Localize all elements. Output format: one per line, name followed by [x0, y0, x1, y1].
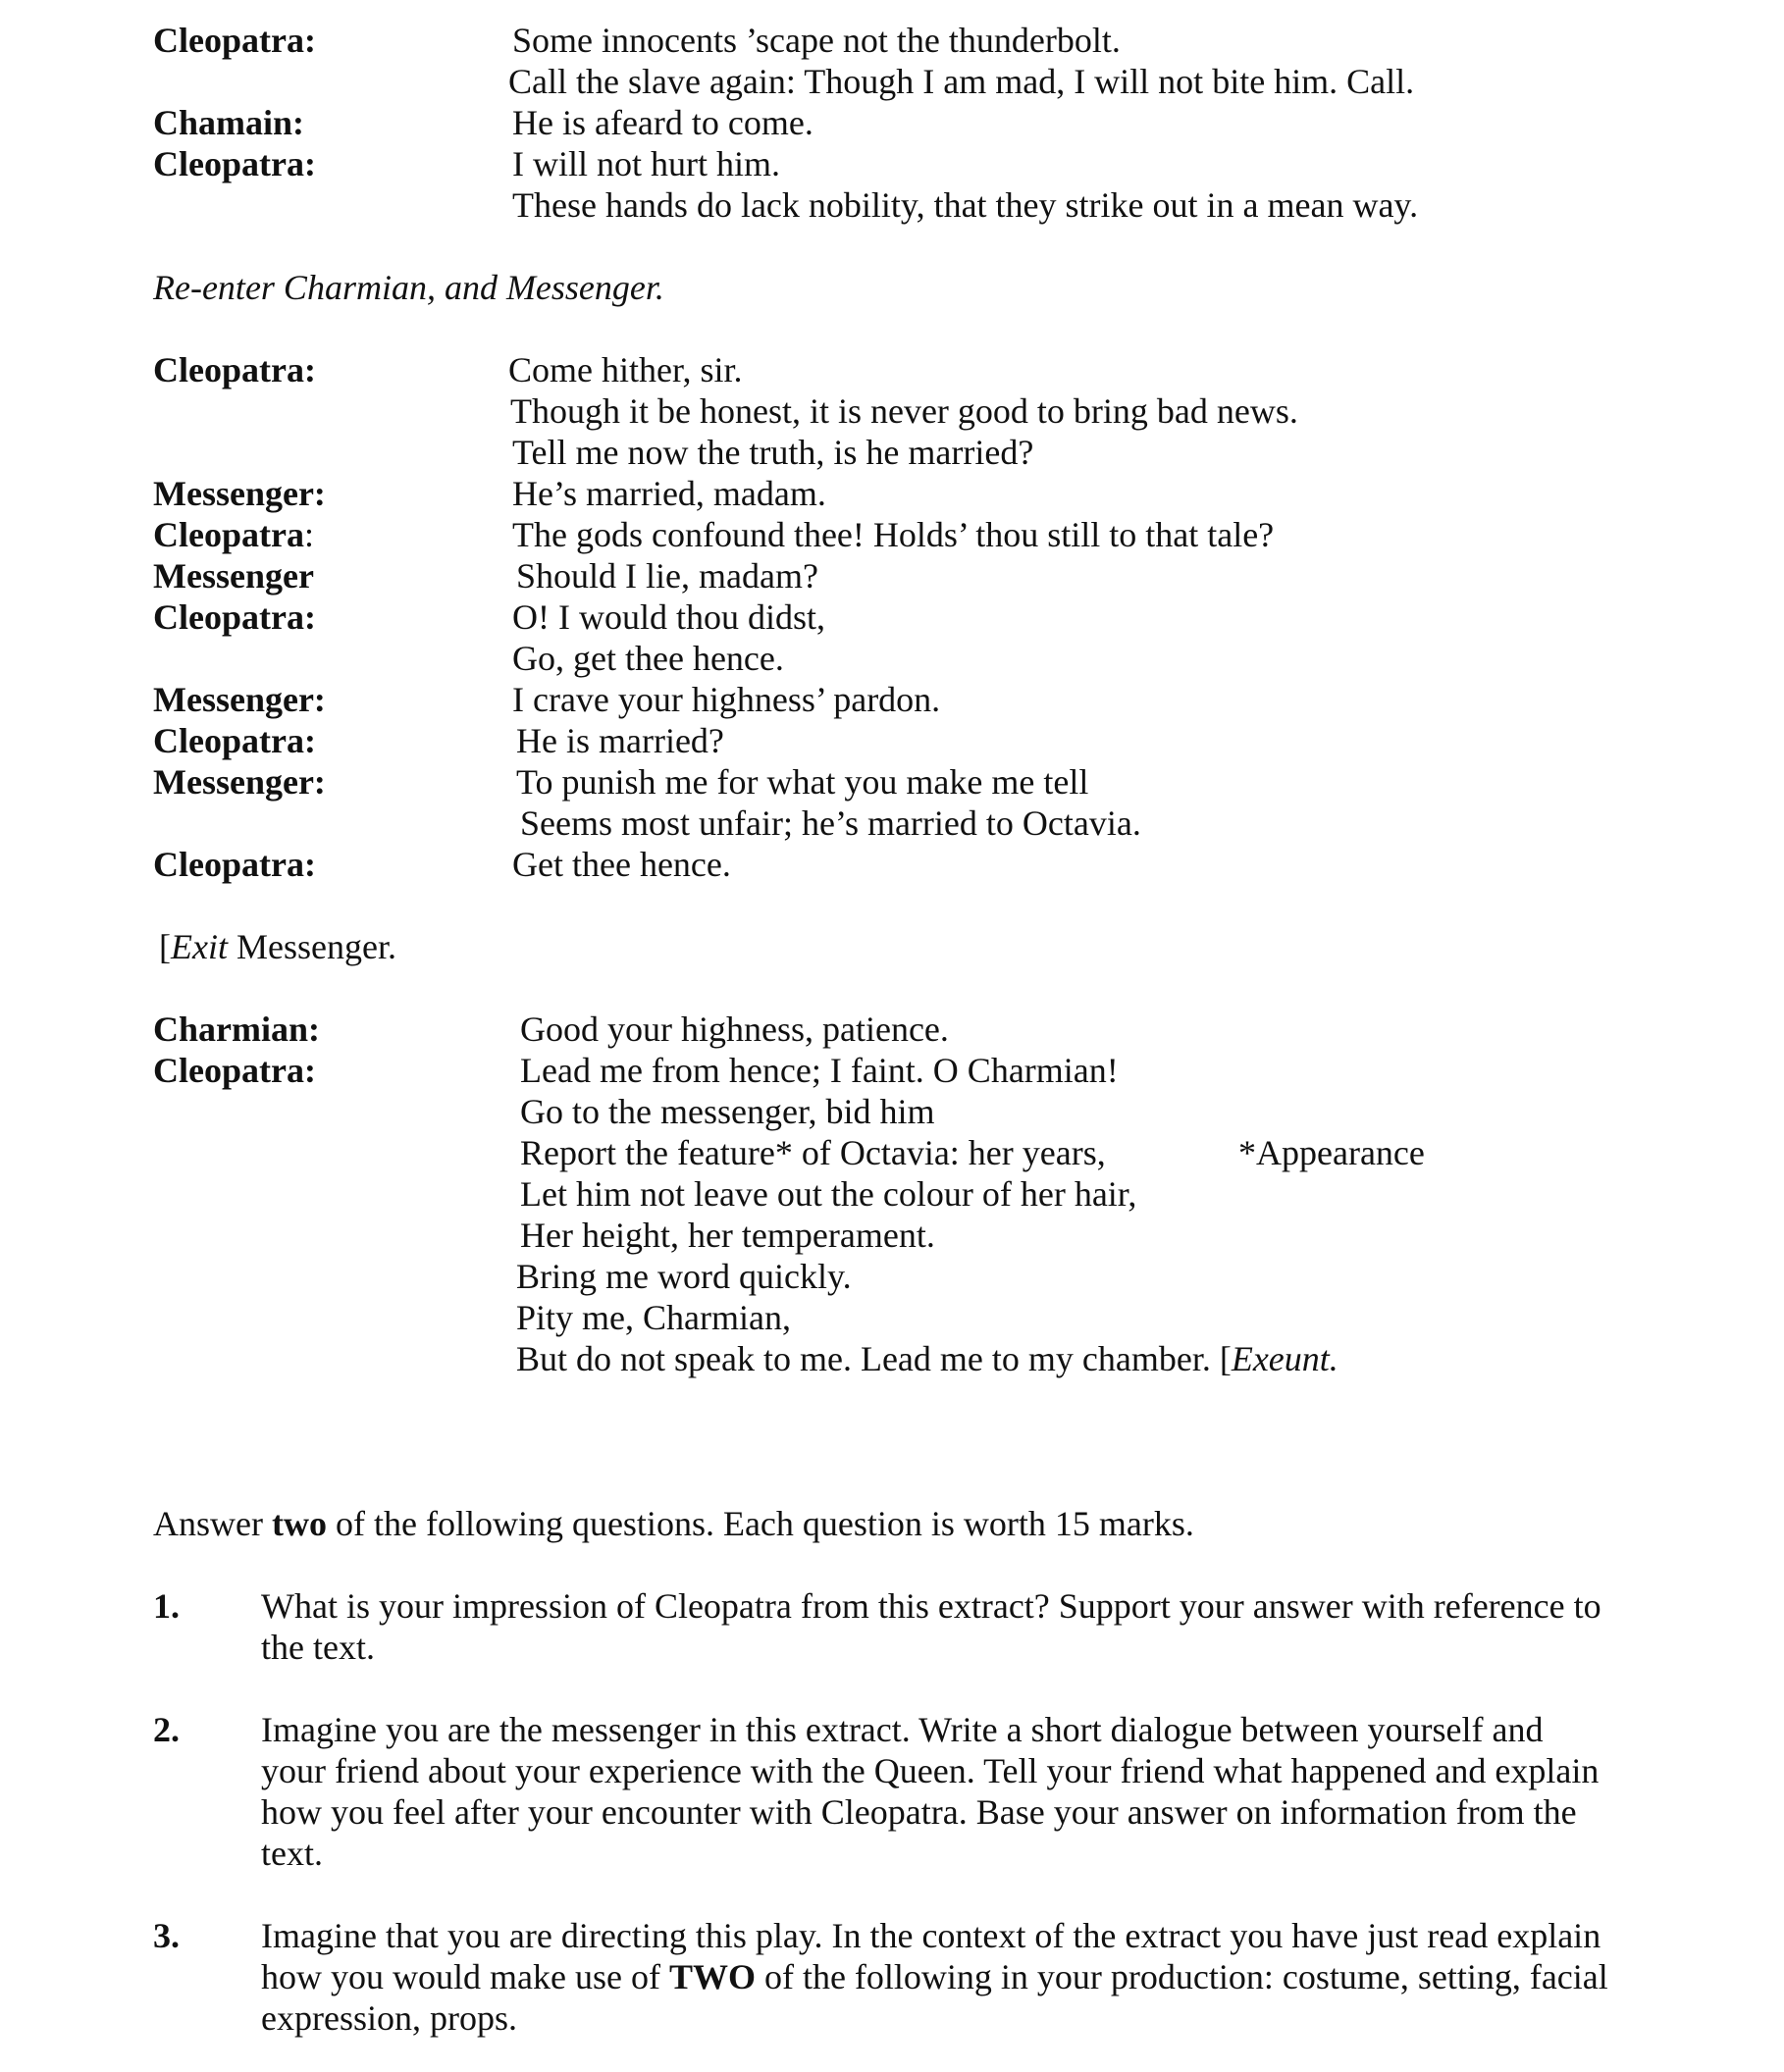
dialogue-line: He is afeard to come.	[512, 103, 813, 142]
speaker-name: Cleopatra	[153, 515, 304, 554]
speaker-charmian: Charmian:	[153, 1010, 320, 1049]
exit-rest: Messenger.	[227, 927, 396, 966]
dialogue-line: Should I lie, madam?	[516, 556, 818, 596]
dialogue-line: Tell me now the truth, is he married?	[512, 433, 1034, 472]
dialogue-line: I crave your highness’ pardon.	[512, 680, 941, 719]
dialogue-line: Call the slave again: Though I am mad, I will not bite him. Call.	[508, 62, 1415, 101]
question-text-after: of the following in your production: costume, setting, facial expression, props.	[261, 1957, 1608, 2038]
instructions	[153, 1503, 1194, 1544]
question-text	[261, 1915, 1615, 2039]
exeunt-direction: Exeunt.	[1231, 1339, 1338, 1378]
question-text-bold: TWO	[668, 1957, 756, 1996]
dialogue-line: Pity me, Charmian,	[516, 1298, 791, 1337]
speaker-messenger: Messenger:	[153, 762, 326, 802]
speaker-cleopatra: Cleopatra:	[153, 597, 316, 637]
dialogue-line: Good your highness, patience.	[520, 1010, 949, 1049]
dialogue-line: These hands do lack nobility, that they strike out in a mean way.	[512, 185, 1419, 225]
speaker-messenger: Messenger:	[153, 680, 326, 719]
dialogue-line: O! I would thou didst,	[512, 597, 825, 637]
exit-word: Exit	[171, 927, 228, 966]
exit-bracket: [	[159, 927, 171, 966]
speaker-cleopatra	[153, 514, 314, 555]
speaker-cleopatra: Cleopatra:	[153, 144, 316, 183]
speaker-cleopatra: Cleopatra:	[153, 845, 316, 884]
question-text: Imagine you are the messenger in this extract. Write a short dialogue between yourself and your friend about your experience with the Queen. Tell your friend what happened and explain how you feel after your encounter with Cleopatra. Base your answer on information from the text.	[261, 1710, 1600, 1873]
dialogue-line: Come hither, sir.	[508, 350, 743, 389]
dialogue-line: Though it be honest, it is never good to bring bad news.	[510, 391, 1298, 431]
dialogue-line: Go, get thee hence.	[512, 639, 784, 678]
speaker-cleopatra: Cleopatra:	[153, 1051, 316, 1090]
dialogue-line: He’s married, madam.	[512, 474, 826, 513]
speaker-messenger: Messenger:	[153, 474, 326, 513]
question-text-before: Imagine that you are directing this play. In the context of the extract you have just read explain how you would make use of	[261, 1916, 1601, 1996]
dialogue-line: Lead me from hence; I faint. O Charmian!	[520, 1051, 1119, 1090]
dialogue-line: He is married?	[516, 721, 724, 760]
question-number: 2.	[153, 1710, 180, 1749]
dialogue-line: Her height, her temperament.	[520, 1216, 935, 1255]
dialogue-line: Some innocents ’scape not the thunderbolt.	[512, 21, 1121, 60]
dialogue-line: Get thee hence.	[512, 845, 731, 884]
speaker-colon: :	[303, 515, 314, 554]
dialogue-line: To punish me for what you make me tell	[516, 762, 1089, 802]
dialogue-line: I will not hurt him.	[512, 144, 780, 183]
dialogue-line: Seems most unfair; he’s married to Octavia.	[520, 803, 1141, 843]
dialogue-line: Report the feature* of Octavia: her years,	[520, 1133, 1106, 1172]
dialogue-line-exeunt	[516, 1338, 1338, 1379]
stage-direction-exit	[159, 926, 396, 967]
speaker-messenger: Messenger	[153, 556, 314, 596]
dialogue-line: Let him not leave out the colour of her hair,	[520, 1174, 1137, 1214]
question-text: What is your impression of Cleopatra from this extract? Support your answer with reference to the text.	[261, 1586, 1601, 1667]
instructions-after: of the following questions. Each question is worth 15 marks.	[326, 1504, 1194, 1543]
question-number: 1.	[153, 1586, 180, 1626]
stage-direction-reenter: Re-enter Charmian, and Messenger.	[153, 268, 664, 307]
dialogue-line: Go to the messenger, bid him	[520, 1092, 935, 1131]
speaker-cleopatra: Cleopatra:	[153, 21, 316, 60]
instructions-bold: two	[271, 1504, 327, 1543]
speaker-cleopatra: Cleopatra:	[153, 721, 316, 760]
instructions-before: Answer	[153, 1504, 272, 1543]
question-number: 3.	[153, 1916, 180, 1955]
speaker-cleopatra: Cleopatra:	[153, 350, 316, 389]
speaker-chamain: Chamain:	[153, 103, 305, 142]
line-text: But do not speak to me. Lead me to my chamber. [	[516, 1339, 1232, 1378]
footnote-appearance: *Appearance	[1238, 1133, 1425, 1172]
dialogue-line: The gods confound thee! Holds’ thou still to that tale?	[512, 515, 1275, 554]
dialogue-line: Bring me word quickly.	[516, 1257, 852, 1296]
